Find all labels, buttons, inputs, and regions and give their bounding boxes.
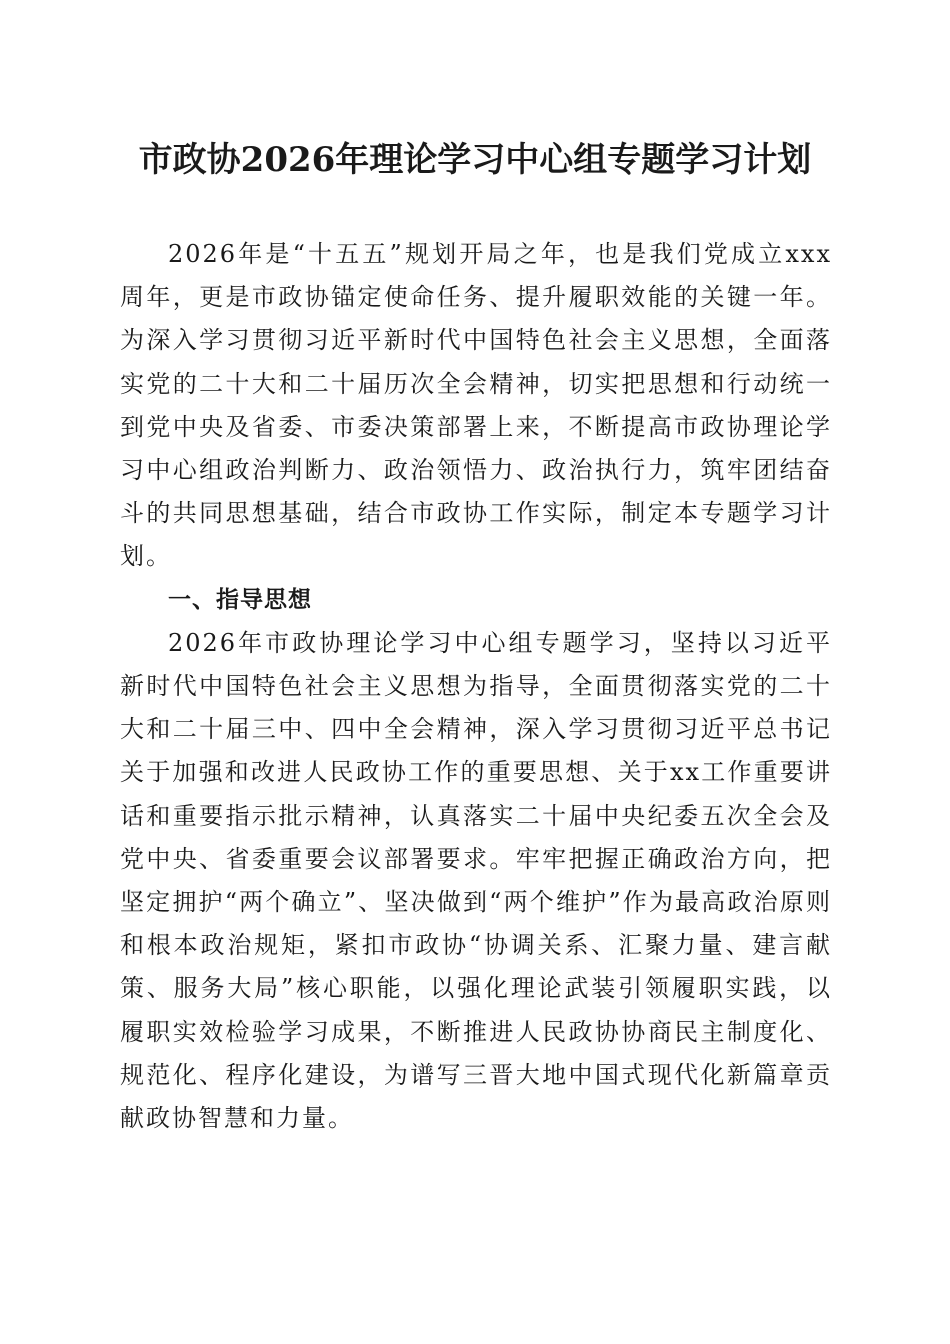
section-heading-guiding-ideology: 一、指导思想 [168,586,312,613]
document-title: 市政协2026年理论学习中心组专题学习计划 [138,140,812,180]
section-paragraph-guiding-ideology: 2026年市政协理论学习中心组专题学习，坚持以习近平新时代中国特色社会主义思想为指导，全面贯彻落实党的二十大和二十届三中、四中全会精神，深入学习贯彻习近平总书记关于加强和改进人民政协工作的重要思想、关于xx工作重要讲话和重要指示批示精神，认真落实二十届中央纪委五次全会及党中央、省委重要会议部署要求。牢牢把握正确政治方向，把坚定拥护“两个确立”、坚决做到“两个维护”作为最高政治原则和根本政治规矩，紧扣市政协“协调关系、汇聚力量、建言献策、服务大局”核心职能，以强化理论武装引领履职实践，以履职实效检验学习成果，不断推进人民政协协商民主制度化、规范化、程序化建设，为谱写三晋大地中国式现代化新篇章贡献政协智慧和力量。 [120,628,832,1133]
intro-paragraph: 2026年是“十五五”规划开局之年，也是我们党成立xxx周年，更是市政协锚定使命任务、提升履职效能的关键一年。为深入学习贯彻习近平新时代中国特色社会主义思想，全面落实党的二十大和二十届历次全会精神，切实把思想和行动统一到党中央及省委、市委决策部署上来，不断提高市政协理论学习中心组政治判断力、政治领悟力、政治执行力，筑牢团结奋斗的共同思想基础，结合市政协工作实际，制定本专题学习计划。 [120,240,832,571]
document-body [120,233,832,1140]
